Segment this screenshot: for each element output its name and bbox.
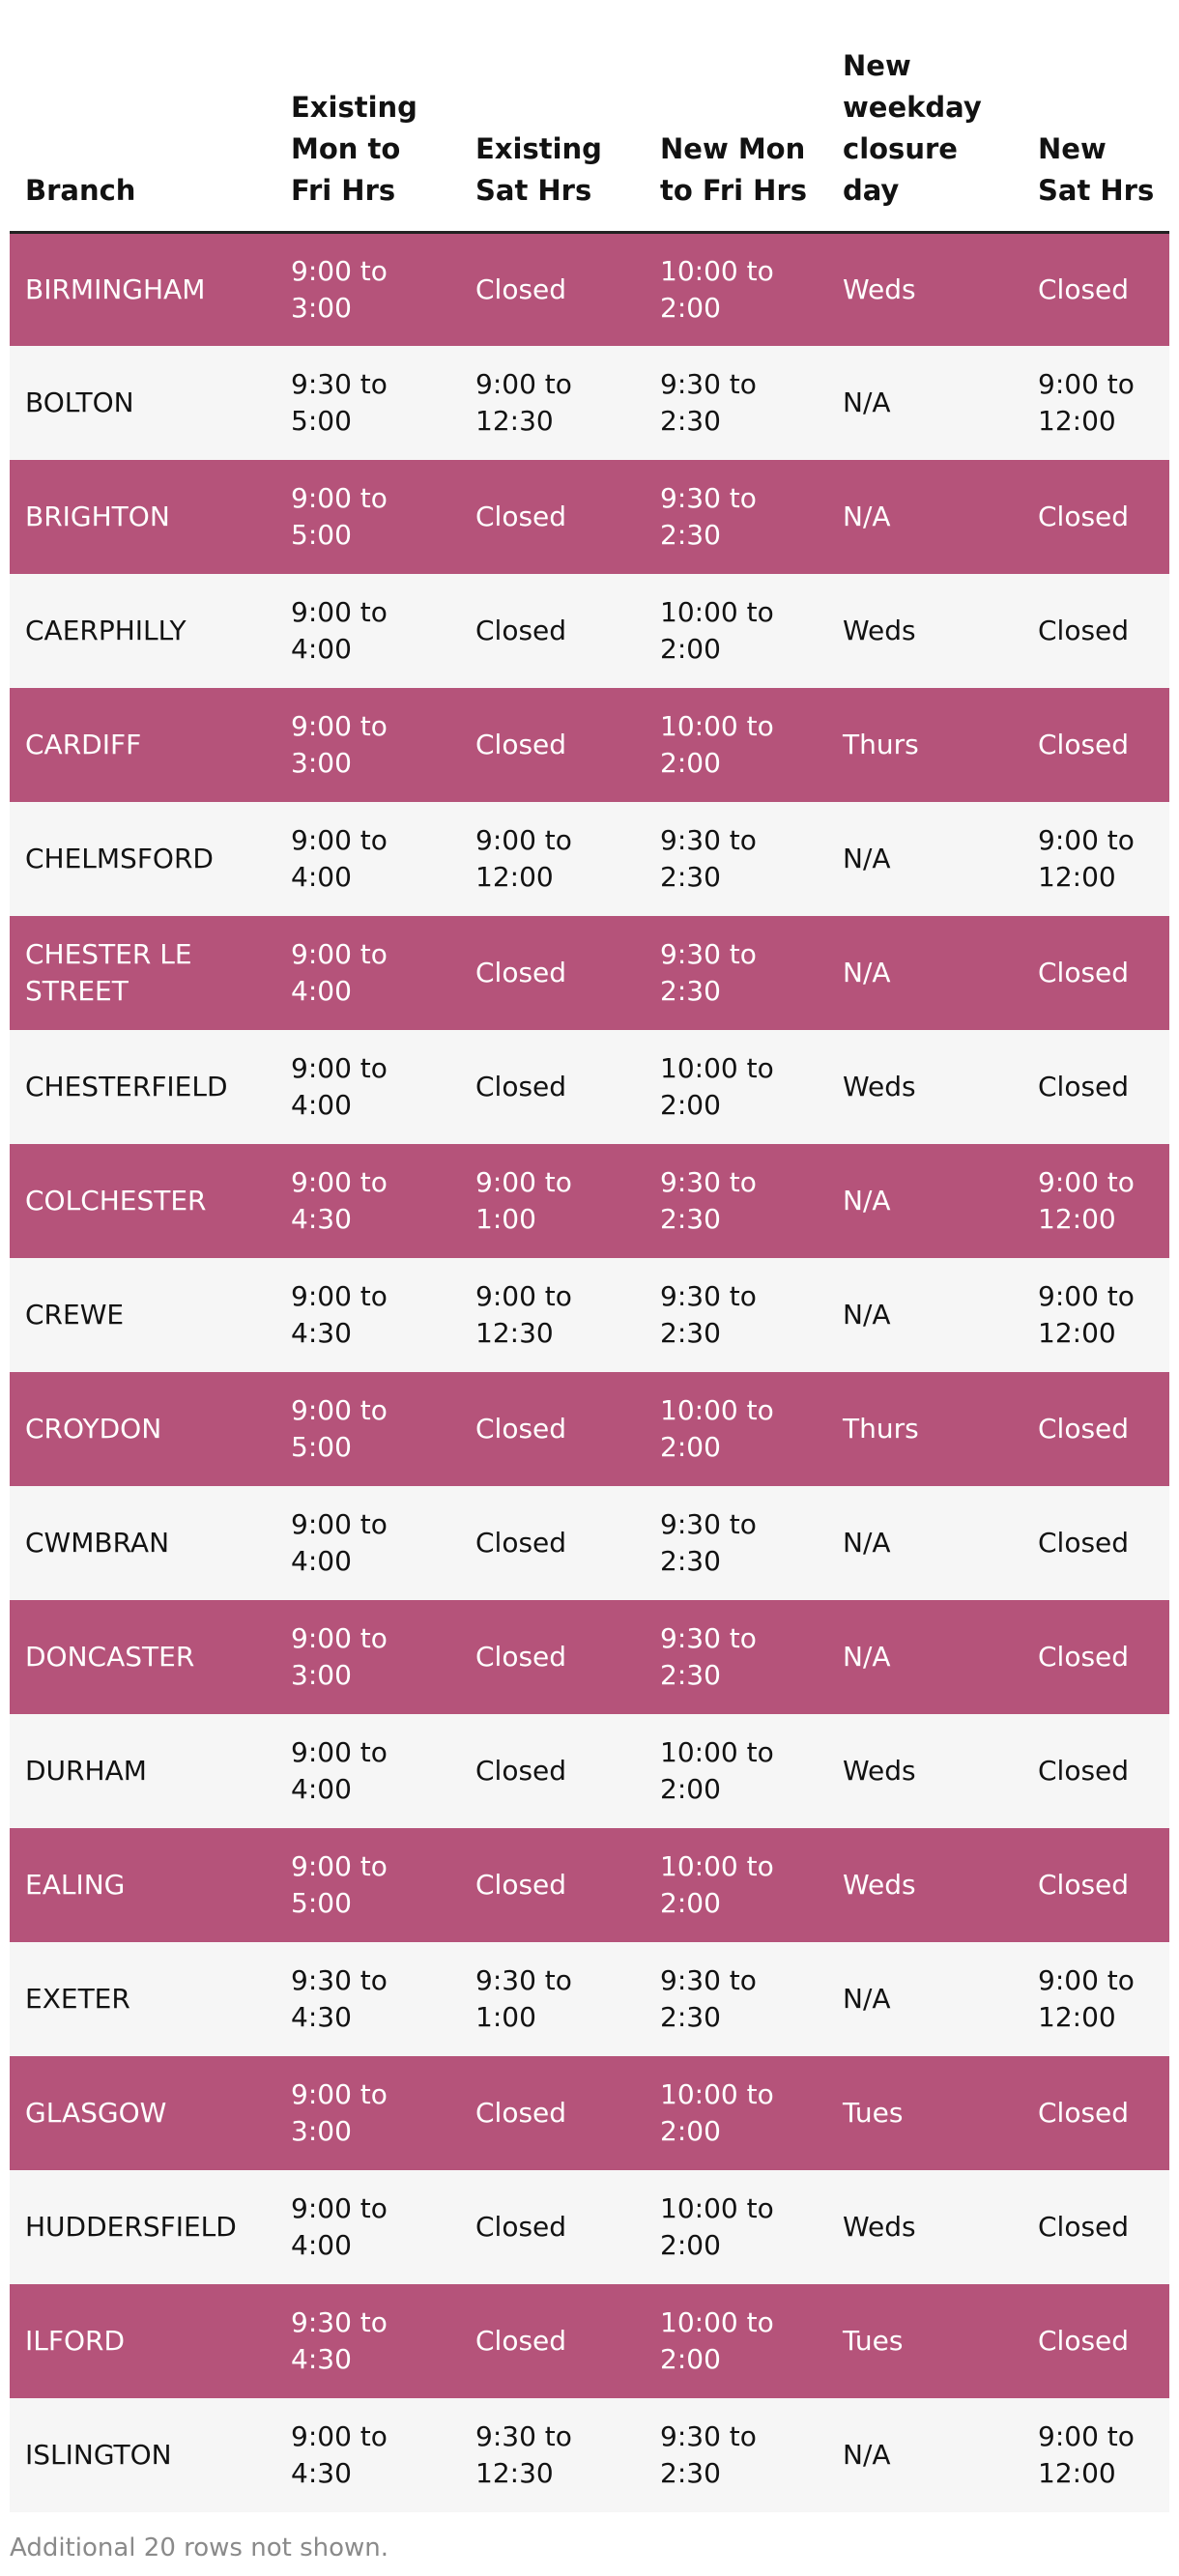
table-row [10,2284,1169,2398]
table-row [10,688,1169,802]
cell-existing-sat-hrs: Closed [460,688,645,802]
table-row [10,232,1169,346]
cell-new-mon-fri-hrs: 9:30 to 2:30 [645,1942,827,2056]
cell-existing-mon-fri-hrs: 9:00 to 4:00 [275,1486,460,1600]
table-row [10,2398,1169,2512]
cell-new-mon-fri-hrs: 9:30 to 2:30 [645,1144,827,1258]
cell-new-weekday-closure-day: N/A [827,916,1022,1030]
cell-new-weekday-closure-day: Weds [827,1030,1022,1144]
table-row [10,1486,1169,1600]
cell-branch: DONCASTER [10,1600,275,1714]
cell-new-weekday-closure-day: Weds [827,2170,1022,2284]
cell-branch: CROYDON [10,1372,275,1486]
cell-existing-sat-hrs: Closed [460,1372,645,1486]
cell-branch: CARDIFF [10,688,275,802]
cell-new-sat-hrs: 9:00 to 12:00 [1022,1144,1169,1258]
header-branch: Branch [10,0,275,232]
cell-existing-sat-hrs: 9:00 to 12:30 [460,346,645,460]
cell-existing-sat-hrs: Closed [460,1600,645,1714]
cell-new-sat-hrs: Closed [1022,1372,1169,1486]
cell-new-weekday-closure-day: N/A [827,1486,1022,1600]
cell-existing-mon-fri-hrs: 9:00 to 4:00 [275,802,460,916]
table-row [10,916,1169,1030]
header-existing-sat-hrs: Existing Sat Hrs [460,0,645,232]
table-row [10,1030,1169,1144]
cell-branch: BOLTON [10,346,275,460]
header-new-weekday-closure-day: New weekday closure day [827,0,1022,232]
table-row [10,574,1169,688]
table-row [10,1144,1169,1258]
cell-new-sat-hrs: Closed [1022,1828,1169,1942]
cell-new-sat-hrs: Closed [1022,1486,1169,1600]
cell-existing-sat-hrs: Closed [460,1486,645,1600]
cell-existing-sat-hrs: Closed [460,232,645,346]
cell-existing-mon-fri-hrs: 9:30 to 4:30 [275,2284,460,2398]
cell-new-weekday-closure-day: Weds [827,1828,1022,1942]
cell-existing-mon-fri-hrs: 9:30 to 4:30 [275,1942,460,2056]
cell-existing-mon-fri-hrs: 9:00 to 4:00 [275,2170,460,2284]
cell-new-mon-fri-hrs: 10:00 to 2:00 [645,1714,827,1828]
cell-existing-sat-hrs: Closed [460,1828,645,1942]
cell-existing-mon-fri-hrs: 9:00 to 4:30 [275,2398,460,2512]
cell-new-sat-hrs: Closed [1022,1714,1169,1828]
branch-hours-table [10,0,1169,2512]
cell-new-mon-fri-hrs: 9:30 to 2:30 [645,802,827,916]
cell-existing-sat-hrs: Closed [460,2056,645,2170]
cell-existing-mon-fri-hrs: 9:00 to 3:00 [275,1600,460,1714]
cell-branch: BIRMINGHAM [10,232,275,346]
cell-new-mon-fri-hrs: 9:30 to 2:30 [645,916,827,1030]
cell-existing-mon-fri-hrs: 9:00 to 4:00 [275,1030,460,1144]
cell-new-weekday-closure-day: Weds [827,574,1022,688]
cell-new-weekday-closure-day: N/A [827,1942,1022,2056]
header-existing-mon-fri-hrs: Existing Mon to Fri Hrs [275,0,460,232]
cell-existing-mon-fri-hrs: 9:00 to 5:00 [275,1372,460,1486]
cell-existing-mon-fri-hrs: 9:30 to 5:00 [275,346,460,460]
cell-existing-mon-fri-hrs: 9:00 to 3:00 [275,232,460,346]
cell-new-sat-hrs: Closed [1022,688,1169,802]
table-row [10,1828,1169,1942]
cell-new-weekday-closure-day: N/A [827,346,1022,460]
cell-new-weekday-closure-day: N/A [827,2398,1022,2512]
cell-new-weekday-closure-day: N/A [827,1258,1022,1372]
cell-branch: HUDDERSFIELD [10,2170,275,2284]
cell-existing-mon-fri-hrs: 9:00 to 4:30 [275,1258,460,1372]
cell-new-weekday-closure-day: N/A [827,802,1022,916]
cell-branch: COLCHESTER [10,1144,275,1258]
cell-new-mon-fri-hrs: 9:30 to 2:30 [645,346,827,460]
cell-new-sat-hrs: Closed [1022,916,1169,1030]
cell-new-weekday-closure-day: Weds [827,232,1022,346]
cell-existing-sat-hrs: Closed [460,2284,645,2398]
cell-new-sat-hrs: 9:00 to 12:00 [1022,1258,1169,1372]
cell-existing-sat-hrs: 9:00 to 12:30 [460,1258,645,1372]
cell-branch: ISLINGTON [10,2398,275,2512]
cell-new-weekday-closure-day: Tues [827,2284,1022,2398]
cell-branch: CHELMSFORD [10,802,275,916]
table-row [10,2170,1169,2284]
cell-existing-sat-hrs: Closed [460,574,645,688]
cell-new-mon-fri-hrs: 10:00 to 2:00 [645,1030,827,1144]
cell-existing-mon-fri-hrs: 9:00 to 5:00 [275,460,460,574]
cell-new-mon-fri-hrs: 10:00 to 2:00 [645,688,827,802]
cell-new-weekday-closure-day: N/A [827,460,1022,574]
cell-existing-mon-fri-hrs: 9:00 to 3:00 [275,2056,460,2170]
cell-new-mon-fri-hrs: 9:30 to 2:30 [645,1258,827,1372]
cell-branch: ILFORD [10,2284,275,2398]
cell-new-sat-hrs: 9:00 to 12:00 [1022,1942,1169,2056]
cell-existing-sat-hrs: Closed [460,1714,645,1828]
cell-branch: BRIGHTON [10,460,275,574]
cell-new-mon-fri-hrs: 10:00 to 2:00 [645,2170,827,2284]
cell-new-sat-hrs: Closed [1022,1600,1169,1714]
cell-new-mon-fri-hrs: 10:00 to 2:00 [645,1828,827,1942]
cell-new-sat-hrs: Closed [1022,1030,1169,1144]
cell-new-sat-hrs: Closed [1022,2056,1169,2170]
cell-new-sat-hrs: 9:00 to 12:00 [1022,346,1169,460]
cell-branch: GLASGOW [10,2056,275,2170]
cell-new-weekday-closure-day: N/A [827,1600,1022,1714]
cell-new-weekday-closure-day: Weds [827,1714,1022,1828]
cell-new-mon-fri-hrs: 9:30 to 2:30 [645,1600,827,1714]
cell-new-sat-hrs: Closed [1022,2170,1169,2284]
table-row [10,1372,1169,1486]
cell-new-sat-hrs: Closed [1022,460,1169,574]
cell-existing-sat-hrs: 9:30 to 1:00 [460,1942,645,2056]
cell-new-mon-fri-hrs: 10:00 to 2:00 [645,2284,827,2398]
cell-existing-sat-hrs: Closed [460,1030,645,1144]
cell-existing-sat-hrs: Closed [460,916,645,1030]
cell-new-sat-hrs: Closed [1022,232,1169,346]
cell-existing-mon-fri-hrs: 9:00 to 4:00 [275,916,460,1030]
cell-existing-sat-hrs: 9:00 to 12:00 [460,802,645,916]
cell-branch: CHESTERFIELD [10,1030,275,1144]
cell-new-weekday-closure-day: Thurs [827,688,1022,802]
cell-existing-mon-fri-hrs: 9:00 to 5:00 [275,1828,460,1942]
table-row [10,2056,1169,2170]
cell-new-mon-fri-hrs: 9:30 to 2:30 [645,2398,827,2512]
cell-new-mon-fri-hrs: 9:30 to 2:30 [645,460,827,574]
cell-new-mon-fri-hrs: 10:00 to 2:00 [645,1372,827,1486]
cell-new-mon-fri-hrs: 10:00 to 2:00 [645,232,827,346]
cell-branch: DURHAM [10,1714,275,1828]
cell-new-mon-fri-hrs: 10:00 to 2:00 [645,574,827,688]
table-row [10,460,1169,574]
cell-new-mon-fri-hrs: 10:00 to 2:00 [645,2056,827,2170]
table-body [10,232,1169,2512]
cell-new-weekday-closure-day: Tues [827,2056,1022,2170]
header-new-sat-hrs: New Sat Hrs [1022,0,1169,232]
cell-new-weekday-closure-day: Thurs [827,1372,1022,1486]
cell-new-mon-fri-hrs: 9:30 to 2:30 [645,1486,827,1600]
table-row [10,1942,1169,2056]
cell-existing-sat-hrs: 9:30 to 12:30 [460,2398,645,2512]
header-new-mon-fri-hrs: New Mon to Fri Hrs [645,0,827,232]
cell-existing-mon-fri-hrs: 9:00 to 4:00 [275,1714,460,1828]
cell-branch: CHESTER LE STREET [10,916,275,1030]
table-row [10,346,1169,460]
cell-branch: CREWE [10,1258,275,1372]
table-header [10,0,1169,232]
cell-new-sat-hrs: 9:00 to 12:00 [1022,2398,1169,2512]
cell-existing-sat-hrs: Closed [460,2170,645,2284]
cell-branch: CAERPHILLY [10,574,275,688]
cell-existing-mon-fri-hrs: 9:00 to 4:00 [275,574,460,688]
cell-new-sat-hrs: Closed [1022,2284,1169,2398]
cell-branch: EALING [10,1828,275,1942]
cell-new-sat-hrs: Closed [1022,574,1169,688]
cell-existing-sat-hrs: Closed [460,460,645,574]
cell-branch: EXETER [10,1942,275,2056]
table-row [10,1600,1169,1714]
cell-existing-mon-fri-hrs: 9:00 to 4:30 [275,1144,460,1258]
cell-new-weekday-closure-day: N/A [827,1144,1022,1258]
footnote: Additional 20 rows not shown. [10,2533,389,2562]
cell-existing-mon-fri-hrs: 9:00 to 3:00 [275,688,460,802]
cell-existing-sat-hrs: 9:00 to 1:00 [460,1144,645,1258]
table-row [10,802,1169,916]
table-row [10,1714,1169,1828]
header-row [10,0,1169,232]
cell-branch: CWMBRAN [10,1486,275,1600]
cell-new-sat-hrs: 9:00 to 12:00 [1022,802,1169,916]
table-row [10,1258,1169,1372]
